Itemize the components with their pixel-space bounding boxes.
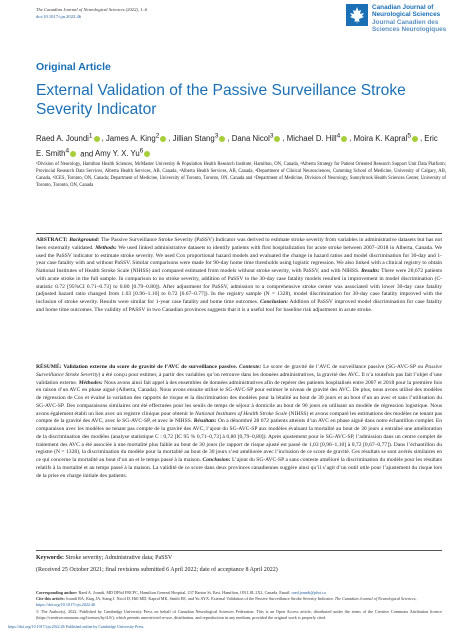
abstract-french: RÉSUMÉ: Validation externe du score de gravité de l’AVC de surveillance passive. Contexte: Le score de gravité de l’AVC de surveillance passive (SG-AVC-SP ou Passive Surveillance Stroke Severity) a été conçu pour estimer, à partir des variables qu’on retrouve dans les données administratives, la gravité des AVC. Il n’a toutefois pas fait l’objet d’une validation externe. Méthodes: Nous avons ainsi fait appel à des ensembles de données administratives afin de repérer des patients hospitalisés entre 2007 et 2018 pour la première fois en raison d’un AVC en phase aiguë (Alberta, Canada). Nous avons ensuite utilisé le SG-AVC-SP pour estimer le niveau de gravité des AVC. De plus, nous avons utilisé des modèles de régression de Cox et évalué la variation des rapports de risque et la discrimination des modèles pour la létalité au bout de 30 jours et au bout d’un an avec et sans l’utilisation du SG-AVC-SP. Des comparaisons similaires ont été effectuées pour les seuils de temps de séjour à domicile au bout de 90 jours en utilisant un modèle de régression logistique. Nous avons également établi un lien avec un registre clinique pour obtenir le National Institutes of Health Stroke Scale (NIHSS) et avons comparé les estimations des modèles ne tenant pas compte de la gravité des AVC, avec le SG-AVC-SP, et avec le NIHSS. Résultats: On a dénombré 28 672 patients atteints d’un AVC en phase aiguë dans notre échantillon complet. En comparaison avec les modèles ne tenant pas compte de la gravité des AVC, l’ajout du SG-AVC-SP aux modèles évaluant la mortalité au bout de 30 jours a entraîné une amélioration de la discrimination des modèles (analyse statistique C : 0,72 [IC 95 % 0,71–0,73] à 0,80 [0,79–0,80]). Après ajustement pour le SG-AVC-SP, l’admission dans un centre complet de traitement des AVC a été associée à une mortalité plus faible au bout de 30 jours (le rapport de risque ajusté est passé de 1,03 [0,96–1,10] à 0,72 [0,67–0,77]). Dans l’échantillon du registre (N = 1328), la discrimination du modèle pour la mortalité au bout de 30 jours s’est améliorée avec l’inclusion de ce score de gravité. Ces résultats se sont avérés similaires en ce qui concerne la mortalité au bout d’un an et le temps passé à la maison. Conclusion: L’ajout du SG-AVC-SP a sans conteste amélioré la discrimination du modèle pour les résultats relatifs à la mortalité et au temps passé à la maison. La validité de ce score dans deux provinces canadiennes suggère ainsi qu’il s’agit d’un outil utile pour l’ajustement du risque lors de la prise en charge initiale des patients.	[36, 364, 443, 479]
received-dates: (Received 25 October 2021; final revisions submitted 6 April 2022; date of acceptance 8 April 2022)	[36, 567, 278, 573]
orcid-icon[interactable]	[274, 136, 280, 142]
divider	[36, 550, 442, 551]
orcid-icon[interactable]	[94, 136, 100, 142]
doi-link[interactable]: doi:10.1017/cjn.2022.46	[36, 14, 82, 19]
author[interactable]: Amy Y. X. Yu$^6$	[95, 147, 144, 159]
corresponding-author: Corresponding author: Raed A. Joundi, MD DPhil FRCPC, Hamilton General Hospital, 237 Barton St. East, Hamilton, ON L8L 2X2, Canada. Email: raed.joundi@phri.ca Cite this article: Joundi RA, King JA, Stang J, Nicol D, Hill MD, Kapral MK, Smith EE, and Yu AYX. External Validation of the Passive Surveillance Stroke Severity Indicator. The Canadian Journal of Neurological Sciences, https://doi.org/10.1017/cjn.2022.46	[36, 590, 417, 607]
journal-citation: The Canadian Journal of Neurological Sciences (2022), 1–6	[36, 7, 148, 12]
footer-doi[interactable]: https://doi.org/10.1017/cjn.2022.46 Published online by Cambridge University Press	[8, 624, 144, 629]
author[interactable]: James A. King$^2$	[105, 132, 160, 143]
author[interactable]: Dana Nicol$^3$	[231, 132, 274, 143]
author[interactable]: Michael D. Hill$^4$	[286, 132, 341, 143]
logo-text	[372, 4, 464, 34]
affiliations: ¹Division of Neurology, Hamilton Health Sciences, McMaster University & Population Health Research Institute, Hamilton, ON, Canada, ²Alberta Strategy for Patient Oriented Research Support Unit Data Platform; Provincial Research Data Services, Alberta Health Services, AB, Canada, ³Alberta Health Services, AB, Canada, ⁴Department of Clinical Neurosciences, Cumming School of Medicine, University of Calgary, AB, Canada, ⁵ICES, Toronto, ON, Canada; Department of Medicine, University of Toronto, Toronto, ON, Canada and ⁶Department of Medicine, Division of Neurology, Sunnybrook Health Sciences Center, University of Toronto, Toronto, ON, Canada	[36, 162, 446, 188]
orcid-icon[interactable]	[341, 136, 347, 142]
email-link[interactable]: raed.joundi@phri.ca	[291, 590, 326, 595]
author-list: Raed A. Joundi$^1$ , James A. King$^2$ , Jillian Stang$^3$ , Dana Nicol$^3$ , Michael D. Hill$^4$ , Moira K. Kapral$^5$ , Eric E. Smith$^4$ and Amy Y. X. Yu$^6$	[36, 132, 438, 159]
author[interactable]: Jillian Stang$^3$	[172, 132, 219, 143]
logo-text-en: Canadian Journal of Neurological Sciences	[372, 4, 441, 19]
article-title: External Validation of the Passive Surveillance Stroke Severity Indicator	[36, 82, 406, 118]
abstract-english: ABSTRACT: Background: The Passive Surveillance Stroke Severity (PaSSV) Indicator was derived to estimate stroke severity from variables in administrative datasets but has not been externally validated. Methods: We used linked administrative datasets to identify patients with first hospitalization for acute stroke between 2007–2018 in Alberta, Canada. We used the PaSSV indicator to estimate stroke severity. We used Cox proportional hazard models and evaluated the change in hazard ratios and model discrimination for 30-day and 1-year case fatality with and without PaSSV. Similar comparisons were made for 90-day home time thresholds using logistic regression. We also linked with a clinical registry to obtain National Institutes of Health Stroke Scale (NIHSS) and compared estimated from models without stroke severity, with PaSSV, and with NIHSS. Results: There were 28,672 patients with acute stroke in the full sample. In comparison to no stroke severity, addition of PaSSV to the 30-day case fatality models resulted in improvement in model discrimination (C-statistic 0.72 [95%CI 0.71–0.73] to 0.80 [0.79–0.80]). After adjustment for PaSSV, admission to a comprehensive stroke center was associated with lower 30-day case fatality (adjusted hazard ratio changed from 1.03 [0.96–1.10] to 0.72 [0.67–0.77]). In the registry sample (N = 1328), model discrimination for 30-day case fatality improved with the inclusion of stroke severity. Results were similar for 1-year case fatality and home time outcomes. Conclusion: Addition of PaSSV improved model discrimination for case fatality and home time outcomes. The validity of PASSV in two Canadian provinces suggests that it is a useful tool for baseline risk adjustment in acute stroke.	[36, 237, 442, 313]
cite-doi-link[interactable]: https://doi.org/10.1017/cjn.2022.46	[36, 601, 96, 607]
orcid-icon[interactable]	[412, 136, 418, 142]
author[interactable]: Eric E. Smith$^4$	[36, 133, 438, 159]
keywords: Keywords: Stroke severity; Administrative data; PaSSV	[36, 555, 173, 561]
article-type: Original Article	[36, 61, 111, 73]
author[interactable]: Moira K. Kapral$^5$	[353, 132, 411, 143]
maple-leaf-icon	[346, 4, 368, 26]
copyright-notice: © The Author(s), 2022. Published by Cambridge University Press on behalf of Canadian Neurological Sciences Federation. This is an Open Access article, distributed under the terms of the Creative Commons Attribution licence (https://creativecommons.org/licenses/by/4.0/), which permits unrestricted re-use, distribution, and reproduction in any medium, provided the original work is properly cited.	[36, 609, 442, 620]
orcid-icon[interactable]	[160, 136, 166, 142]
orcid-icon[interactable]	[144, 151, 150, 157]
logo-text-fr: Journal Canadien des Sciences Neurologiques	[372, 18, 447, 34]
orcid-icon[interactable]	[219, 136, 225, 142]
journal-logo	[346, 4, 464, 34]
divider	[36, 233, 442, 234]
orcid-icon[interactable]	[70, 151, 76, 157]
author[interactable]: Raed A. Joundi$^1$	[36, 132, 93, 143]
